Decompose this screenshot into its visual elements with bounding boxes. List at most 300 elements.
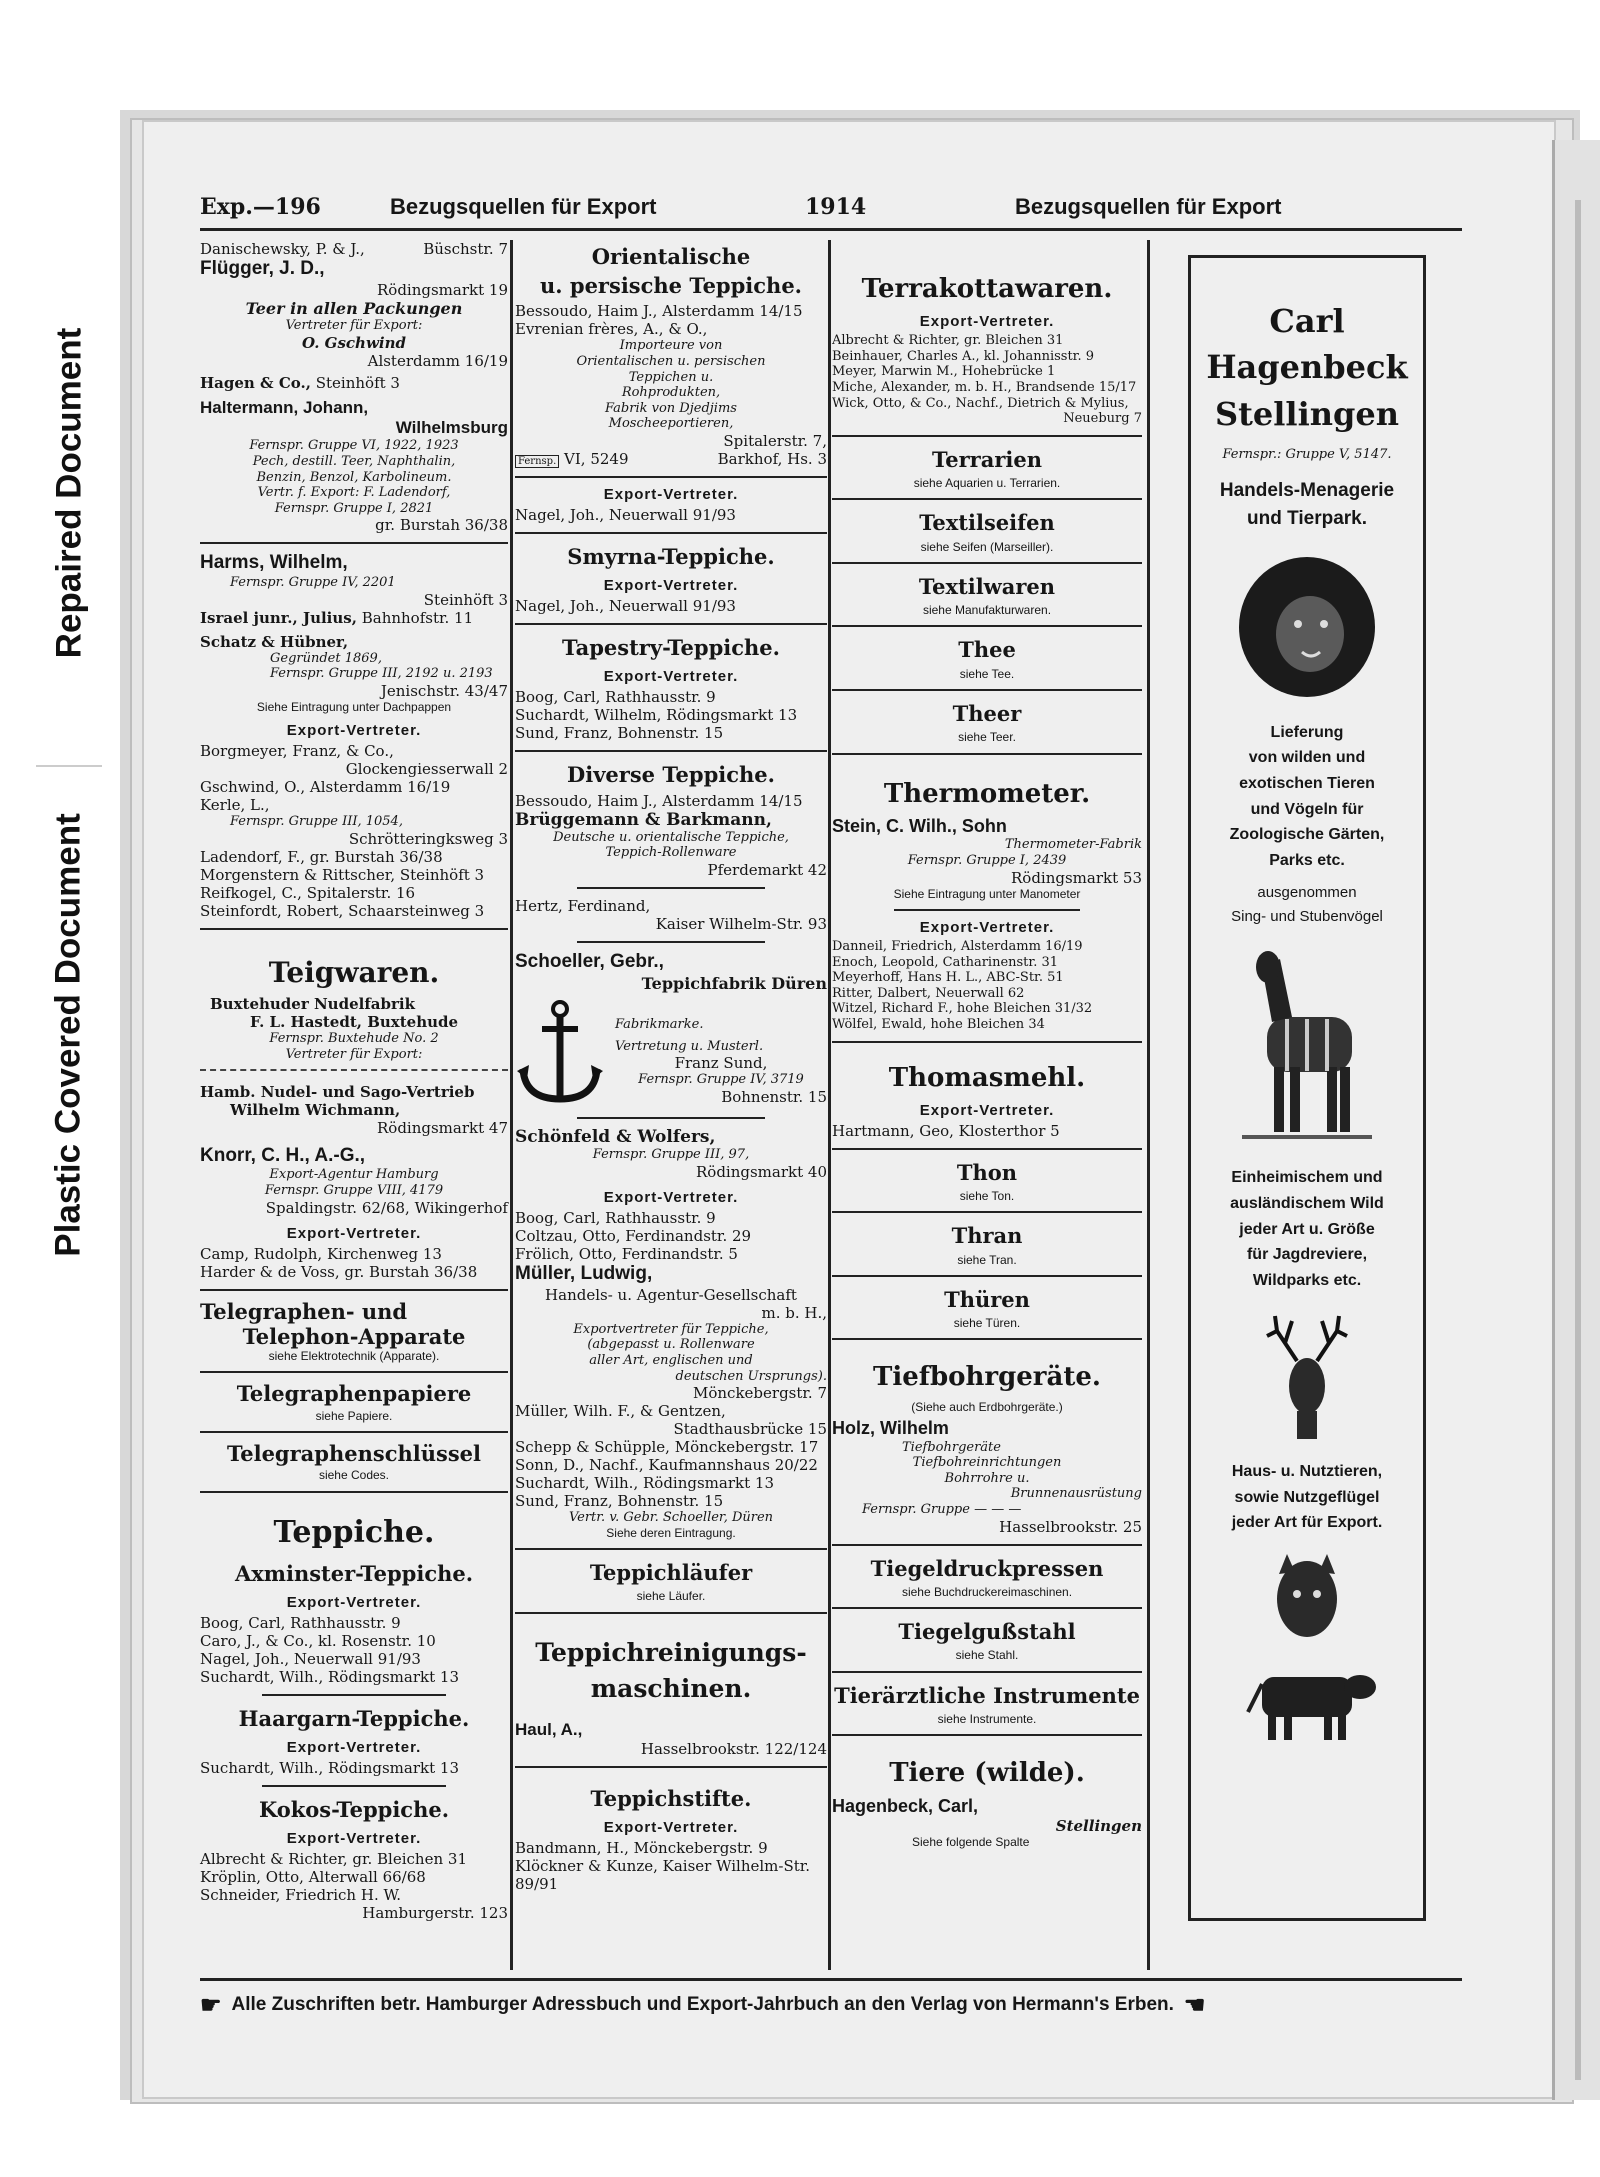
list-item: Suchardt, Wilh., Rödingsmarkt 13 [200,1758,459,1777]
divider [200,1371,508,1373]
export-vertreter-heading: Export-Vertreter. [603,485,739,503]
list-item: Glockengiesserwall 2 [345,760,508,779]
entry-address: Steinhöft 3 [423,590,508,609]
section-thueren: Thüren [944,1286,1030,1312]
divider [577,1117,764,1119]
export-vertreter-heading: Export-Vertreter. [286,1224,422,1242]
entry-detail: Tiefbohreinrichtungen [912,1455,1062,1471]
entry-reference: Siehe folgende Spalte [912,1835,1030,1850]
entry-detail: Teppichfabrik Düren [641,973,827,993]
list-item: Kröplin, Otto, Alterwall 66/68 [200,1868,426,1887]
section-thee: Thee [958,637,1016,663]
section-tiegeldruckpressen: Tiegeldruckpressen [870,1555,1104,1581]
anchor-icon [515,999,605,1109]
pointing-hand-icon: ☛ [200,1991,222,2019]
entry-detail: Brunnenausrüstung [1010,1486,1142,1502]
entry-evrenian: Evrenian frères, A., & O., [515,320,708,339]
entry-detail: Teppichen u. [628,369,714,385]
entry-address: Wilhelmsburg [395,417,508,437]
list-item: Bessoudo, Haim J., Alsterdamm 14/15 [515,791,803,810]
entry-reference: siehe Seifen (Marseiller). [920,539,1054,554]
section-axminster: Axminster-Teppiche. [234,1560,474,1586]
ad-heading: und Tierpark. [1246,508,1367,530]
entry-phone: Fernspr. Gruppe I, 2439 [907,853,1067,869]
entry-phone: Fernspr. Gruppe VIII, 4179 [264,1183,444,1199]
footer-text: Alle Zuschriften betr. Hamburger Adressbuch und Export-Jahrbuch an den Verlag von Hermann's Erben. [231,1994,1174,2015]
divider [515,476,827,478]
list-item: Kerle, L., [200,796,270,815]
list-item: Meyerhoff, Hans H. L., ABC-Str. 51 [832,970,1064,986]
divider [832,1607,1142,1609]
entry-detail: deutschen Ursprungs). [675,1368,827,1384]
ad-line: ausländischem Wild [1230,1194,1384,1212]
export-vertreter-heading: Export-Vertreter. [286,1738,422,1756]
header-rule [200,228,1462,231]
divider [200,928,508,930]
ad-subtitle: Stellingen [1215,394,1399,433]
list-item: Camp, Rudolph, Kirchenweg 13 [200,1244,442,1263]
section-textilwaren: Textilwaren [918,573,1056,599]
entry-detail: Rohprodukten, [621,385,721,401]
entry-reference: siehe Tee. [959,666,1015,681]
ad-line: exotischen Tieren [1239,774,1375,792]
column-1 [200,240,508,1922]
divider [515,1548,827,1550]
entry-address: Spitalerstr. 7, [723,431,827,450]
divider [832,1041,1142,1043]
section-tapestry: Tapestry-Teppiche. [562,635,780,661]
divider [832,562,1142,564]
entry-fluegger: Flügger, J. D., [200,258,325,279]
entry-hamb-nudel: Hamb. Nudel- und Sago-Vertrieb [200,1082,475,1101]
list-item: Schneider, Friedrich H. W. [200,1886,402,1905]
divider [200,1491,508,1493]
list-item: Schrötteringksweg 3 [348,829,508,848]
section-tieraerztliche: Tierärztliche Instrumente [834,1682,1140,1708]
list-item: Nagel, Joh., Neuerwall 91/93 [515,597,736,616]
list-item: Müller, Wilh. F., & Gentzen, [515,1402,726,1421]
entry-haul: Haul, A., [515,1719,583,1739]
deer-icon [1257,1311,1357,1441]
export-vertreter-heading: Export-Vertreter. [286,1593,422,1611]
list-item: Bandmann, H., Mönckebergstr. 9 [515,1839,768,1858]
ad-line: sowie Nutzgeflügel [1234,1488,1380,1506]
list-item: Coltzau, Otto, Ferdinandstr. 29 [515,1227,752,1246]
section-thermometer: Thermometer. [883,778,1091,809]
entry-schoeller: Schoeller, Gebr., [515,951,664,973]
divider [200,1289,508,1291]
entry-detail: Pech, destill. Teer, Naphthalin, [252,453,456,469]
ad-line: für Jagdreviere, [1246,1246,1368,1264]
entry-reference: siehe Elektrotechnik (Apparate). [268,1349,440,1364]
entry-detail: aller Art, englischen und [589,1353,753,1369]
entry-schatz: Schatz & Hübner, [200,632,349,651]
entry-detail: Tiefbohrgeräte [902,1439,1001,1455]
entry-address: Steinhöft 3 [315,373,400,392]
export-vertreter-heading: Export-Vertreter. [919,919,1055,936]
entry-detail: Exportvertreter für Teppiche, [573,1321,769,1337]
entry-hagen [200,374,508,392]
ad-line: jeder Art für Export. [1231,1514,1383,1532]
ad-line: Parks etc. [1269,851,1345,869]
pointing-hand-icon-right: ☚ [1183,1991,1206,2019]
export-vertreter-heading: Export-Vertreter. [919,1101,1055,1119]
section-theer: Theer [952,701,1022,727]
plastic-tab [36,770,102,1300]
list-item: Sonn, D., Nachf., Kaufmannshaus 20/22 [515,1456,818,1475]
list-item: Wick, Otto, & Co., Nachf., Dietrich & Mylius, [832,395,1129,411]
entry-reference: siehe Ton. [959,1188,1015,1203]
list-item: Albrecht & Richter, gr. Bleichen 31 [832,333,1064,349]
list-item: Sund, Franz, Bohnenstr. 15 [515,724,724,743]
entry-detail: Fabrik von Djedjims [605,400,737,416]
entry-phone: Fernspr. Gruppe IV, 2201 [230,575,396,591]
entry-address: Alsterdamm 16/19 [367,351,508,370]
entry-address: Hasselbrookstr. 25 [999,1517,1142,1536]
section-orientalische: Orientalische [591,244,751,269]
ad-line: ausgenommen [1257,884,1357,902]
section-tiegelgussstahl: Tiegelgußstahl [898,1619,1076,1645]
section-teppichreinigung: Teppichreinigungs- [535,1637,807,1667]
entry-address: Rödingsmarkt 40 [696,1163,827,1182]
divider [262,1785,447,1787]
divider [577,887,764,889]
entry-hagenbeck: Hagenbeck, Carl, [832,1795,979,1816]
list-item: Ritter, Dalbert, Neuerwall 62 [832,985,1025,1001]
entry-address: Bahnhofstr. 11 [361,608,474,627]
list-item: Wölfel, Ewald, hohe Bleichen 34 [832,1016,1045,1032]
section-teppiche: Teppiche. [273,1514,435,1550]
section-haargarn: Haargarn-Teppiche. [238,1705,470,1731]
export-vertreter-heading: Export-Vertreter. [603,1189,739,1207]
entry-address: Büschstr. 7 [423,240,508,258]
section-tiefbohrgeraete: Tiefbohrgeräte. [873,1362,1101,1393]
list-item: Boog, Carl, Rathhausstr. 9 [515,1209,716,1228]
entry-detail: Gegründet 1869, [270,650,382,666]
column-3 [832,240,1142,1850]
divider [832,753,1142,755]
phone-icon: Fernsp. [515,455,559,468]
header-year: 1914 [805,194,867,220]
entry-holz: Holz, Wilhelm [832,1418,949,1439]
column-divider-1 [510,240,513,1970]
entry-reference: (Siehe auch Erdbohrgeräte.) [911,1399,1063,1414]
entry-detail: Orientalischen u. persischen [576,353,766,369]
divider [832,625,1142,627]
entry-address: Barkhof, Hs. 3 [717,449,827,468]
section-persische: u. persische Teppiche. [540,273,802,299]
section-diverse: Diverse Teppiche. [567,762,775,788]
section-thomasmehl: Thomasmehl. [888,1062,1086,1093]
divider [515,532,827,534]
dashed-divider [200,1069,508,1071]
entry-schoenfeld: Schönfeld & Wolfers, [515,1127,716,1148]
next-page-edge-line [1575,200,1581,2080]
header-title-left: Bezugsquellen für Export [390,194,657,219]
divider [832,1275,1142,1277]
entry-mueller: Müller, Ludwig, [515,1263,653,1285]
list-item: Witzel, Richard F., hohe Bleichen 31/32 [832,1001,1093,1017]
entry-detail: Moscheeportieren, [608,416,734,432]
entry-detail: F. L. Hastedt, Buxtehude [249,1013,459,1032]
entry-detail: Deutsche u. orientalische Teppiche, [553,829,789,845]
list-item: Reifkogel, C., Spitalerstr. 16 [200,883,416,902]
list-item: Meyer, Marwin M., Hohebrücke 1 [832,364,1056,380]
lion-icon [1232,552,1382,702]
side-labels [0,200,120,1300]
list-item: Albrecht & Richter, gr. Bleichen 31 [200,1850,467,1869]
column-divider-2 [828,240,831,1970]
section-smyrna: Smyrna-Teppiche. [567,543,775,569]
divider [832,1148,1142,1150]
entry-detail: Export-Agentur Hamburg [269,1167,439,1183]
entry-address: Bohnenstr. 15 [721,1087,827,1106]
list-item: Harder & de Voss, gr. Burstah 36/38 [200,1262,478,1281]
entry-reference: Siehe Eintragung unter Manometer [893,886,1081,901]
entry-knorr: Knorr, C. H., A.-G., [200,1144,366,1166]
column-2 [515,240,827,1893]
entry-detail: Fabrikmarke. [615,1017,704,1033]
entry-detail: Wilhelm Wichmann, [230,1100,401,1119]
divider [200,542,508,544]
entry-address: Spaldingstr. 62/68, Wikingerhof [265,1198,508,1217]
entry-danischewsky [200,240,508,258]
list-item: Schepp & Schüpple, Mönckebergstr. 17 [515,1438,819,1457]
divider [515,750,827,752]
section-textilseifen: Textilseifen [919,510,1055,536]
list-item: Borgmeyer, Franz, & Co., [200,742,394,761]
entry-detail: (abgepasst u. Rollenware [587,1337,755,1353]
divider [832,1671,1142,1673]
divider [515,1612,827,1614]
cow-icon [1232,1662,1382,1742]
entry-detail: Teppich-Rollenware [605,845,737,861]
list-item: Nagel, Joh., Neuerwall 91/93 [200,1649,421,1668]
entry-phone: Fernspr. Gruppe III, 97, [592,1147,750,1163]
list-item: Neueburg 7 [1063,411,1142,427]
list-item: Caro, J., & Co., kl. Rosenstr. 10 [200,1631,436,1650]
page-header [200,188,1462,228]
divider [515,1766,827,1768]
export-vertreter-heading: Export-Vertreter. [286,1830,422,1848]
export-vertreter-heading: Export-Vertreter. [603,577,739,595]
divider [832,689,1142,691]
export-vertreter-heading: Export-Vertreter. [286,722,422,740]
entry-phone: VI, 5249 [564,449,629,468]
export-vertreter-heading: Export-Vertreter. [603,1819,739,1837]
entry-address: Pferdemarkt 42 [707,861,827,880]
ad-line: jeder Art u. Größe [1239,1220,1375,1238]
divider [894,909,1080,911]
entry-detail: Vertr. f. Export: F. Ladendorf, [257,485,451,501]
repaired-tab [36,220,102,767]
section-telegraphenschluessel: Telegraphenschlüssel [227,1441,481,1466]
entry-phone: Fernspr. Buxtehude No. 2 [269,1031,439,1047]
entry-reference: siehe Teer. [958,730,1016,745]
entry-address: Kaiser Wilhelm-Str. 93 [655,915,827,934]
ad-line: Wildparks etc. [1252,1271,1362,1289]
teer-slogan: Teer in allen Packungen [245,298,463,318]
section-telegraphen: Telegraphen- und [200,1298,408,1324]
list-item: Steinfordt, Robert, Schaarsteinweg 3 [200,901,485,920]
export-vertreter-heading: Export-Vertreter. [919,313,1055,331]
list-item: Suchardt, Wilh., Rödingsmarkt 13 [200,1667,459,1686]
plastic-label: Plastic Covered Document [49,813,88,1257]
entry-brueggemann: Brüggemann & Barkmann, [515,809,772,830]
divider [832,1544,1142,1546]
entry-reference: Siehe deren Eintragung. [606,1525,736,1540]
entry-detail: Franz Sund, [674,1054,768,1073]
ad-line: Einheimischem und [1231,1169,1383,1187]
ad-title: Carl Hagenbeck [1206,302,1408,387]
list-item: Klöckner & Kunze, Kaiser Wilhelm-Str. 89/91 [515,1857,811,1894]
list-item: Frölich, Otto, Ferdinandstr. 5 [515,1245,738,1264]
entry-address: Rödingsmarkt 47 [377,1118,508,1137]
entry-reference: siehe Aquarien u. Terrarien. [913,475,1061,490]
entry-reference: siehe Instrumente. [937,1711,1037,1726]
entry-reference: siehe Tran. [957,1252,1017,1267]
divider [832,498,1142,500]
entry-address: Stellingen [1055,1817,1142,1836]
entry-evrenian-phone [515,450,827,468]
page-number: Exp.—196 [200,194,321,220]
entry-reference: siehe Papiere. [315,1408,393,1423]
export-vertreter-heading: Export-Vertreter. [603,668,739,686]
list-item: Ladendorf, F., gr. Burstah 36/38 [200,847,443,866]
list-item: Miche, Alexander, m. b. H., Brandsende 15/17 [832,379,1137,395]
entry-detail: m. b. H., [761,1303,827,1322]
list-item: Beinhauer, Charles A., kl. Johannisstr. 9 [832,348,1094,364]
list-item: Enoch, Leopold, Catharinenstr. 31 [832,954,1058,970]
entry-phone: Fernspr. Gruppe — — — [862,1502,1022,1518]
section-thran: Thran [951,1223,1023,1249]
divider [832,1734,1142,1736]
entry-reference: siehe Läufer. [636,1589,706,1604]
entry-address: Jenischstr. 43/47 [380,681,508,700]
entry-address: Rödingsmarkt 53 [1011,868,1142,887]
entry-reference: siehe Manufakturwaren. [922,603,1052,618]
entry-detail: Importeure von [619,338,723,354]
entry-detail: Handels- u. Agentur-Gesellschaft [545,1285,797,1304]
entry-reference: siehe Buchdruckereimaschinen. [901,1584,1073,1599]
entry-reference: siehe Codes. [318,1468,390,1483]
entry-address: gr. Burstah 36/38 [375,516,508,535]
section-tiere-wilde: Tiere (wilde). [889,1758,1085,1789]
entry-address: Rödingsmarkt 19 [377,280,508,299]
ad-line: Zoologische Gärten, [1229,826,1385,844]
entry-detail: Bohrrohre u. [944,1470,1030,1486]
entry-haltermann: Haltermann, Johann, [200,397,369,417]
list-item: Stadthausbrücke 15 [673,1420,827,1439]
ad-line: von wilden und [1248,749,1366,767]
vertreter-label: Vertreter für Export: [285,317,423,333]
section-maschinen: maschinen. [590,1673,752,1703]
page-footer [200,1985,1462,2025]
entry-address: Hasselbrookstr. 122/124 [640,1740,827,1759]
entry-buxtehude: Buxtehuder Nudelfabrik [210,995,415,1014]
entry-gschwind: O. Gschwind [302,333,406,352]
column-divider-3 [1147,240,1150,1970]
divider [515,623,827,625]
section-teppichstifte: Teppichstifte. [590,1786,752,1812]
entry-reference: Siehe Eintragung unter Dachpappen [256,699,452,714]
section-teppichlaeufer: Teppichläufer [589,1560,753,1586]
list-item: Boog, Carl, Rathhausstr. 9 [200,1613,401,1632]
list-item: Gschwind, O., Alsterdamm 16/19 [200,778,451,797]
entry-phone: Fernspr. Gruppe III, 2192 u. 2193 [270,666,493,682]
divider [832,435,1142,437]
entry-detail: Thermometer-Fabrik [1004,837,1142,853]
header-title-right: Bezugsquellen für Export [1015,194,1282,219]
entry-reference: siehe Türen. [953,1316,1021,1331]
section-telegraphenpapiere: Telegraphenpapiere [236,1381,472,1407]
entry-israel [200,609,508,627]
entry-phone: Fernspr. Gruppe IV, 3719 [638,1072,804,1088]
hagenbeck-advertisement [1188,255,1426,1921]
list-item: Suchardt, Wilh., Rödingsmarkt 13 [515,1474,774,1493]
dog-icon [1267,1554,1347,1644]
section-terrakottawaren: Terrakottawaren. [861,274,1113,304]
schoeller-trademark [515,999,827,1109]
entry-detail: Vertr. v. Gebr. Schoeller, Düren [568,1510,774,1526]
ad-line: Haus- u. Nutztieren, [1231,1463,1383,1481]
schoeller-vertretung [615,999,827,1106]
ad-heading: Handels-Menagerie [1219,479,1395,501]
list-item: Boog, Carl, Rathhausstr. 9 [515,688,716,707]
entry-detail: Vertretung u. Musterl. [615,1038,764,1054]
list-item: Hartmann, Geo, Klosterthor 5 [832,1121,1060,1140]
divider [262,1694,447,1696]
list-item: Hamburgerstr. 123 [362,1904,508,1923]
list-item: Sund, Franz, Bohnenstr. 15 [515,1492,724,1511]
entry-stein: Stein, C. Wilh., Sohn [832,815,1007,836]
ad-line: Sing- und Stubenvögel [1231,908,1383,926]
entry-hertz: Hertz, Ferdinand, [515,897,651,916]
entry-name: Israel junr., Julius, [200,608,357,627]
entry-phone: Fernspr. Gruppe I, 2821 [274,500,434,516]
ad-phone: Fernspr.: Gruppe V, 5147. [1222,447,1392,463]
footer-rule [200,1978,1462,1981]
divider [832,1338,1142,1340]
section-kokos: Kokos-Teppiche. [258,1796,450,1822]
list-item: Suchardt, Wilhelm, Rödingsmarkt 13 [515,706,798,725]
list-item: Danneil, Friedrich, Alsterdamm 16/19 [832,939,1083,954]
entry-detail: Vertreter für Export: [285,1047,423,1063]
entry-name: Danischewsky, P. & J., [200,240,365,258]
section-telephon: Telephon-Apparate [242,1323,466,1349]
ad-line: und Vögeln für [1250,800,1364,818]
section-teigwaren: Teigwaren. [268,955,440,989]
list-item: Bessoudo, Haim J., Alsterdamm 14/15 [515,302,803,321]
divider [577,941,764,943]
entry-detail: Benzin, Benzol, Karbolineum. [256,469,452,485]
list-item: Morgenstern & Rittscher, Steinhöft 3 [200,865,485,884]
section-terrarien: Terrarien [932,446,1042,472]
zebra-icon [1232,947,1382,1147]
section-thon: Thon [956,1159,1018,1185]
list-item: Nagel, Joh., Neuerwall 91/93 [515,505,736,524]
divider [200,1431,508,1433]
entry-address: Mönckebergstr. 7 [693,1384,827,1403]
repaired-label: Repaired Document [49,327,88,658]
entry-reference: siehe Stahl. [955,1648,1019,1663]
entry-name: Hagen & Co., [200,373,311,392]
list-item: Fernspr. Gruppe III, 1054, [230,814,403,830]
entry-phone: Fernspr. Gruppe VI, 1922, 1923 [249,438,459,454]
ad-line: Lieferung [1270,723,1344,741]
divider [832,1211,1142,1213]
entry-harms: Harms, Wilhelm, [200,552,348,574]
